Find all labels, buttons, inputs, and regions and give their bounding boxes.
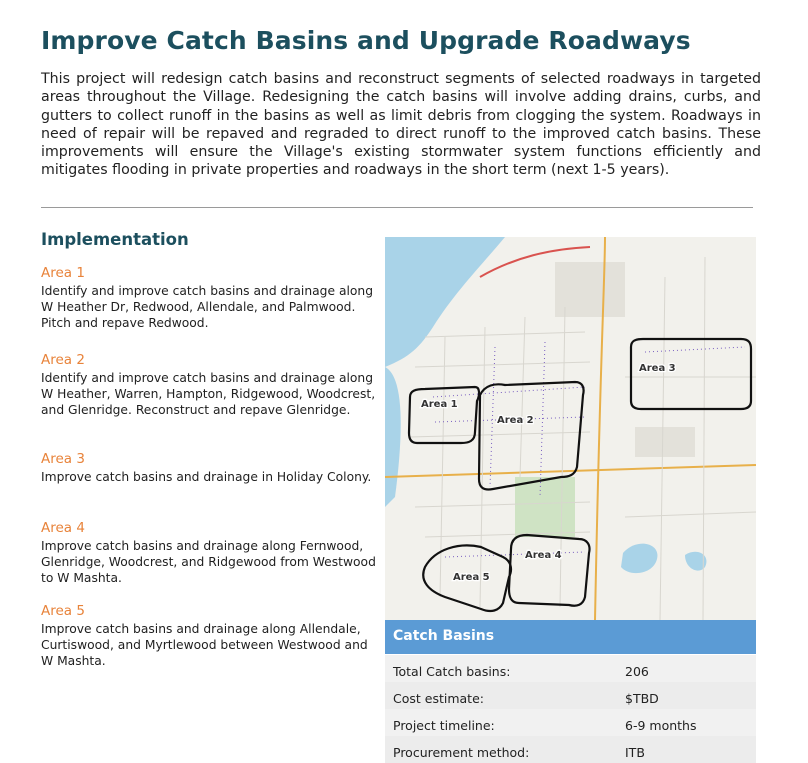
area-3-map-label: Area 3	[639, 363, 676, 374]
catch-basins-header: Catch Basins	[385, 620, 756, 654]
area-4-title: Area 4	[41, 520, 85, 536]
area-5-map-label: Area 5	[453, 572, 490, 583]
table-row	[385, 655, 756, 682]
map-graphic	[385, 237, 756, 620]
map-block-north	[555, 262, 625, 317]
project-timeline-label: Project timeline:	[393, 718, 495, 733]
table-row	[385, 709, 756, 736]
area-1-map-label: Area 1	[421, 399, 458, 410]
section-divider	[41, 207, 753, 208]
area-5-title: Area 5	[41, 603, 85, 619]
table-row	[385, 682, 756, 709]
area-4-description: Improve catch basins and drainage along Fernwood, Glenridge, Woodcrest, and Ridgewood from Westwood to W Mashta.	[41, 539, 376, 586]
page-title: Improve Catch Basins and Upgrade Roadways	[41, 26, 691, 55]
area-2-title: Area 2	[41, 352, 85, 368]
area-2-description: Identify and improve catch basins and drainage along W Heather, Warren, Hampton, Ridgewood, Woodcrest, and Glenridge. Reconstruct and repave Glenridge.	[41, 371, 376, 418]
map-block-east	[635, 427, 695, 457]
total-catch-basins-label: Total Catch basins:	[393, 664, 511, 679]
map-park-center	[515, 477, 575, 537]
table-row	[385, 736, 756, 763]
area-2-map-label: Area 2	[497, 415, 534, 426]
procurement-method-label: Procurement method:	[393, 745, 530, 760]
area-5-description: Improve catch basins and drainage along Allendale, Curtiswood, and Myrtlewood between Westwood and W Mashta.	[41, 622, 368, 669]
area-3-title: Area 3	[41, 451, 85, 467]
intro-paragraph: This project will redesign catch basins and reconstruct segments of selected roadways in targeted areas throughout the Village. Redesigning the catch basins will involve adding drains, curbs, and gutters to collect runoff in the basins as well as limit debris from clogging the system. Roadways in need of repair will be repaved and regraded to direct runoff to the improved catch basins. These improvements will ensure the Village's existing stormwater system functions efficiently and mitigates flooding in private properties and roadways in the short term (next 1-5 years).	[41, 71, 761, 179]
area-3-block	[41, 451, 376, 485]
area-5-block	[41, 603, 376, 670]
area-1-block	[41, 265, 376, 332]
project-timeline-value: 6-9 months	[625, 718, 697, 733]
area-4-block	[41, 520, 376, 587]
area-3-description: Improve catch basins and drainage in Holiday Colony.	[41, 470, 372, 484]
total-catch-basins-value: 206	[625, 664, 649, 679]
implementation-heading: Implementation	[41, 230, 189, 249]
area-4-map-label: Area 4	[525, 550, 562, 561]
cost-estimate-label: Cost estimate:	[393, 691, 484, 706]
catch-basins-table	[385, 655, 756, 763]
area-1-description: Identify and improve catch basins and drainage along W Heather Dr, Redwood, Allendale, and Palmwood. Pitch and repave Redwood.	[41, 284, 374, 331]
cost-estimate-value: $TBD	[625, 691, 659, 706]
procurement-method-value: ITB	[625, 745, 645, 760]
project-area-map	[385, 237, 756, 620]
area-2-block	[41, 352, 376, 419]
area-1-title: Area 1	[41, 265, 85, 281]
